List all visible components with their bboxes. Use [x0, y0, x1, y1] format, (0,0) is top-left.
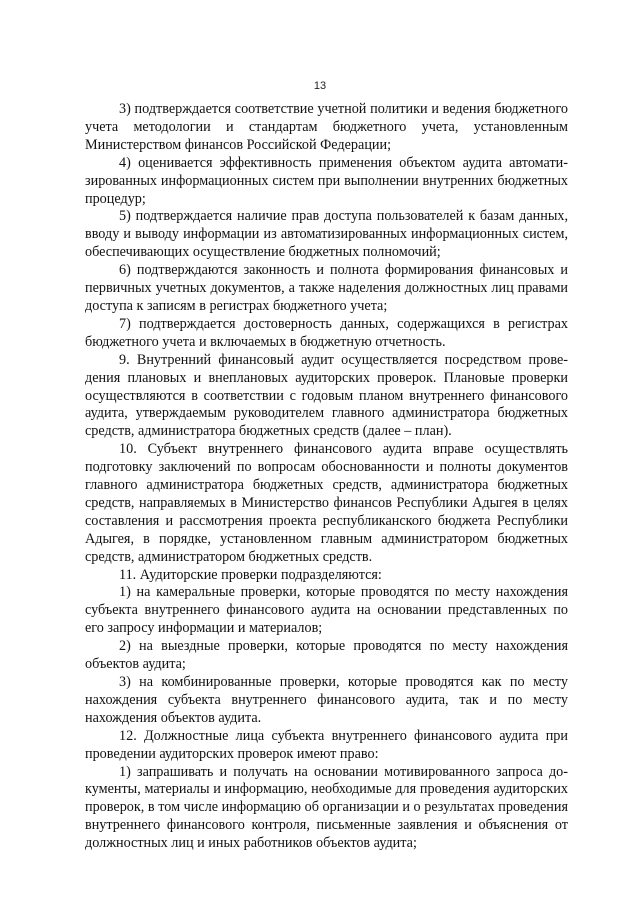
paragraph-clause-11-item-1: 1) на камеральные проверки, которые проводятся по месту нахождения субъекта внутреннего финансового аудита на основании представленных по его запросу информации и материалов; [85, 584, 568, 637]
paragraph-clause-10: 10. Субъект внутреннего финансового аудита вправе осуществлять подготовку заключений по вопросам обоснованности и полноты документов главного администратора бюджетных средств, администратора бюджетных средств, направляемых в Министерство финансов Республики Адыгея в целях составления и рассмотрения проекта республиканского бюджета Республики Адыгея, в порядке, установленном главным администратором бюджетных средств, администратором бюджетных средств. [85, 441, 568, 565]
paragraph-clause-11-item-3: 3) на комбинированные проверки, которые проводятся как по месту нахождения субъекта внутреннего финансового аудита, так и по месту нахождения объектов аудита. [85, 674, 568, 726]
paragraph-clause-11-item-2: 2) на выездные проверки, которые проводятся по месту нахождения объектов аудита; [85, 638, 568, 673]
page-number: 13 [313, 80, 327, 92]
document-body [85, 101, 568, 853]
paragraph-item-6: 6) подтверждаются законность и полнота формирования финансовых и первичных учетных документов, а также наделения должностных лиц правами доступа к записям в регистрах бюджетного учета; [85, 262, 568, 314]
paragraph-clause-12-item-1: 1) запрашивать и получать на основании мотивированного запроса документы, материалы и информацию, необходимые для проведения аудиторских проверок, в том числе информацию об организации и о результатах проведения внутреннего финансового контроля, письменные заявления и объяснения от должностных лиц и иных работников объектов аудита; [85, 763, 568, 852]
paragraph-clause-9: 9. Внутренний финансовый аудит осуществляется посредством проведения плановых и внеплановых аудиторских проверок. Плановые проверки осуществляются в соответствии с годовым планом внутреннего финансового аудита, утверждаемым руководителем главного администратора бюджетных средств, администратора бюджетных средств (далее – план). [85, 351, 568, 440]
paragraph-item-3: 3) подтверждается соответствие учетной политики и ведения бюджетного учета методологии и стандартам бюджетного учета, установленным Министерством финансов Российской Федерации; [85, 101, 568, 153]
paragraph-item-5: 5) подтверждается наличие прав доступа пользователей к базам данных, вводу и выводу информации из автоматизированных информационных систем, обеспечивающих осуществление бюджетных полномочий; [85, 208, 568, 261]
paragraph-item-4: 4) оценивается эффективность применения объектом аудита автоматизированных информационных систем при выполнении внутренних бюджетных процедур; [85, 154, 568, 207]
paragraph-clause-11: 11. Аудиторские проверки подразделяются: [119, 566, 382, 583]
paragraph-item-7: 7) подтверждается достоверность данных, содержащихся в регистрах бюджетного учета и включаемых в бюджетную отчетность. [85, 315, 568, 350]
paragraph-clause-12: 12. Должностные лица субъекта внутреннего финансового аудита при проведении аудиторских проверок имеют право: [85, 727, 568, 762]
